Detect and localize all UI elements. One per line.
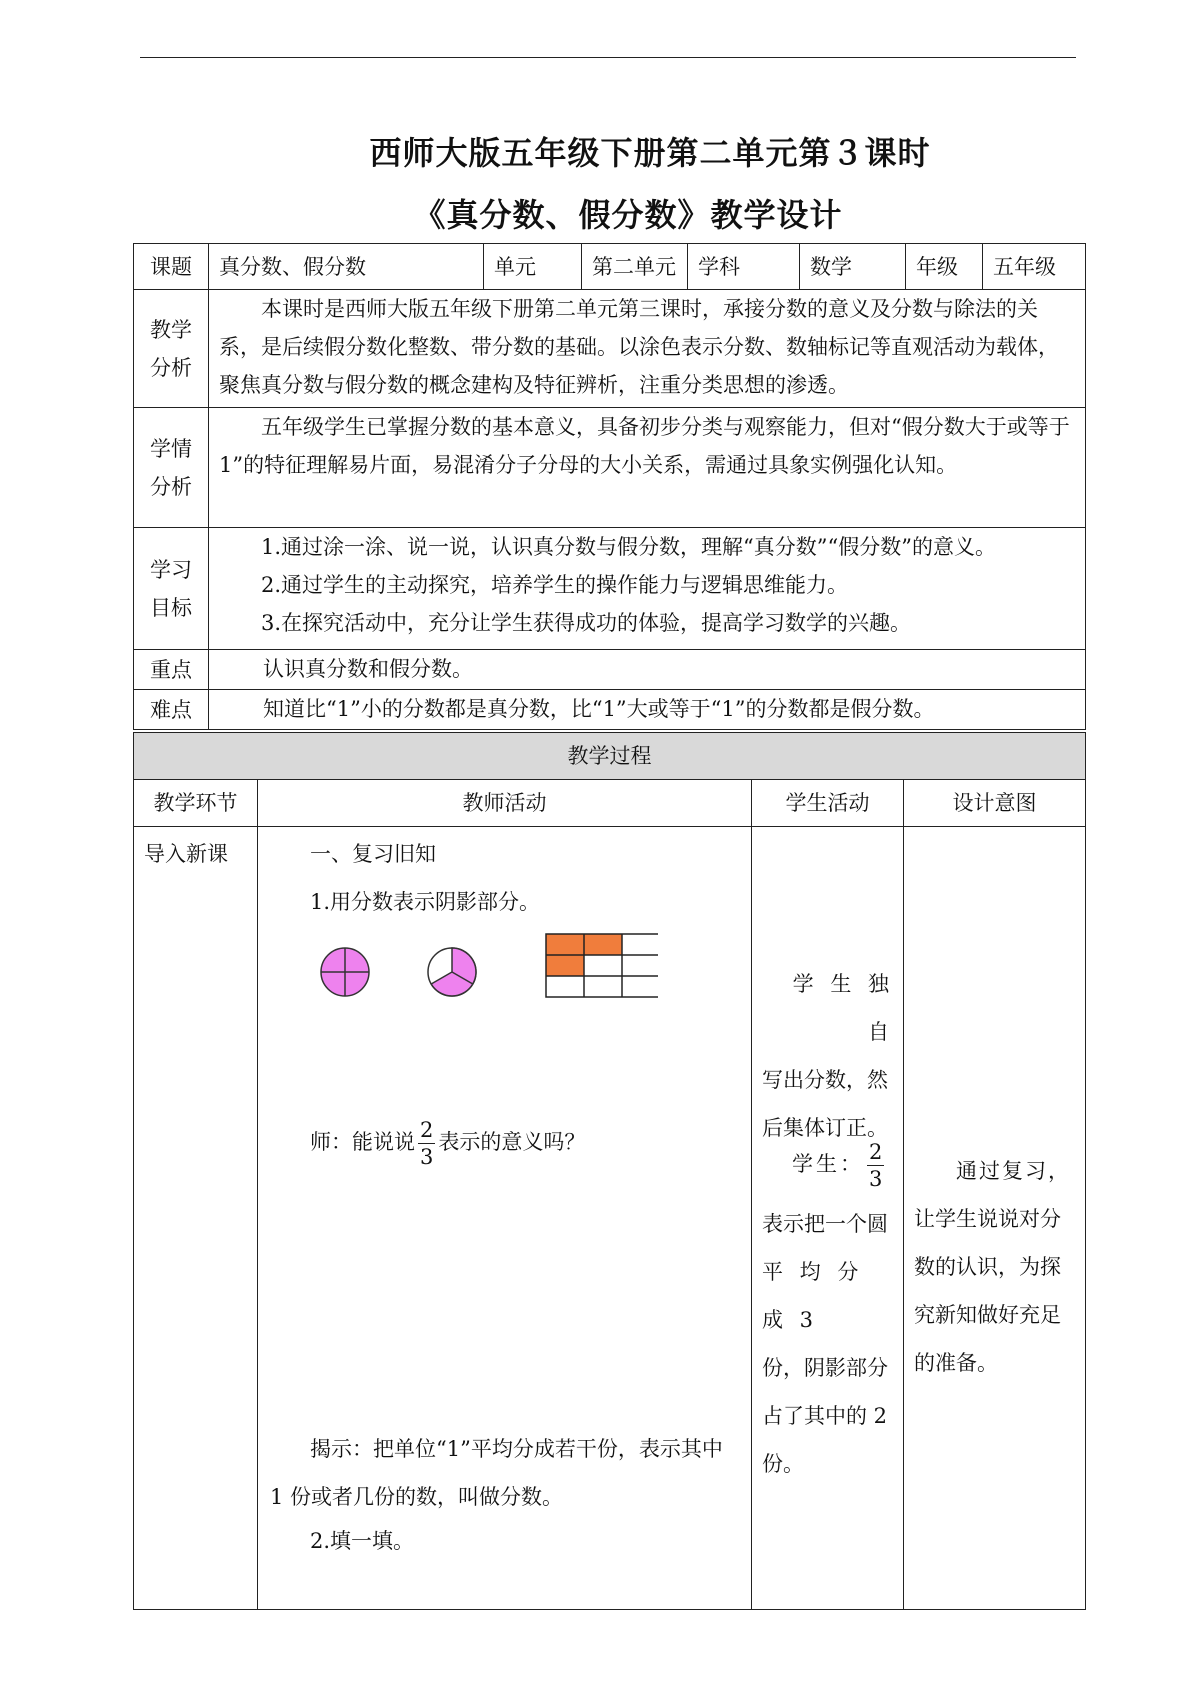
objectives-label-line1: 学习 xyxy=(150,557,192,582)
learner-cell xyxy=(209,408,1086,528)
student-line: 占了其中的 2 xyxy=(762,1404,888,1428)
objective-item: 1.通过涂一涂、说一说，认识真分数与假分数，理解“真分数”“假分数”的意义。 xyxy=(261,535,996,559)
intent-line: 的准备。 xyxy=(914,1351,998,1375)
intent-line: 让学生说说对分 xyxy=(914,1207,1061,1231)
student-answer-body xyxy=(762,1200,894,1488)
intent-line: 通过复习， xyxy=(956,1159,1071,1183)
student-line: 份，阴影部分 xyxy=(762,1356,888,1380)
circle-quarters-figure xyxy=(321,948,369,996)
student-activity-1 xyxy=(762,960,894,1152)
analysis-label-line2: 分析 xyxy=(150,355,192,380)
grid-figure xyxy=(546,934,658,997)
review-heading: 一、复习旧知 xyxy=(310,842,436,866)
question-prefix: 师：能说说 xyxy=(310,1130,415,1154)
objectives-cell xyxy=(209,528,1086,650)
teacher-question xyxy=(310,1117,585,1170)
analysis-cell xyxy=(209,290,1086,408)
student-answer-prefix: 学生： xyxy=(792,1152,864,1176)
lesson-info-table xyxy=(133,243,1086,730)
teacher-activity-cell xyxy=(258,827,752,1610)
header-rule xyxy=(140,57,1076,58)
page-subtitle: 《真分数、假分数》教学设计 xyxy=(413,196,843,234)
circle-thirds-figure xyxy=(428,948,476,996)
fraction-numerator: 2 xyxy=(420,1118,434,1142)
learner-text: 五年级学生已掌握分数的基本意义，具备初步分类与观察能力，但对“假分数大于或等于 1”的特征理解易片面，易混淆分子分母的大小关系，需通过具象实例强化认知。 xyxy=(219,415,1070,477)
stage-cell xyxy=(134,827,258,1610)
objectives-label xyxy=(134,528,209,650)
teaching-process-table xyxy=(133,732,1086,1610)
student-line: 表示把一个圆 xyxy=(762,1212,888,1236)
column-header: 教师活动 xyxy=(258,780,752,827)
difficulty-text: 知道比“1”小的分数都是真分数，比“1”大或等于“1”的分数都是假分数。 xyxy=(263,697,935,721)
subject-label: 学科 xyxy=(688,244,800,290)
fraction-denominator: 3 xyxy=(420,1145,434,1169)
design-intent-cell xyxy=(904,827,1086,1610)
intent-line: 究新知做好充足 xyxy=(914,1303,1061,1327)
grade-value: 五年级 xyxy=(983,244,1086,290)
fraction xyxy=(867,1139,884,1192)
column-header: 教学环节 xyxy=(134,780,258,827)
difficulty-label: 难点 xyxy=(134,690,209,730)
column-header: 学生活动 xyxy=(752,780,904,827)
key-point-text: 认识真分数和假分数。 xyxy=(263,657,473,681)
analysis-text: 本课时是西师大版五年级下册第二单元第三课时，承接分数的意义及分数与除法的关系，是后续假分数化整数、带分数的基础。以涂色表示分数、数轴标记等直观活动为载体，聚焦真分数与假分数的概念建构及特征辨析，注重分类思想的渗透。 xyxy=(219,297,1059,397)
grade-label: 年级 xyxy=(906,244,983,290)
question-1: 1.用分数表示阴影部分。 xyxy=(310,890,541,914)
learner-label-line1: 学情 xyxy=(150,436,192,461)
design-intent-text xyxy=(914,1147,1078,1387)
student-line: 写出分数，然 xyxy=(762,1068,888,1092)
subject-value: 数学 xyxy=(800,244,906,290)
difficulty-cell xyxy=(209,690,1086,730)
question-suffix: 表示的意义吗？ xyxy=(438,1130,586,1154)
objectives-label-line2: 目标 xyxy=(150,595,192,620)
student-activity-cell xyxy=(752,827,904,1610)
course-value: 真分数、假分数 xyxy=(209,244,484,290)
fraction-numerator: 2 xyxy=(869,1140,883,1164)
reveal-text: 揭示：把单位“1”平均分成若干份，表示其中 1 份或者几份的数，叫做分数。 xyxy=(270,1437,723,1509)
column-header: 设计意图 xyxy=(904,780,1086,827)
objective-item: 2.通过学生的主动探究，培养学生的操作能力与逻辑思维能力。 xyxy=(261,573,849,597)
stage-label: 导入新课 xyxy=(144,842,228,866)
analysis-label xyxy=(134,290,209,408)
course-label: 课题 xyxy=(134,244,209,290)
unit-value: 第二单元 xyxy=(582,244,688,290)
student-answer-head xyxy=(792,1139,887,1192)
intent-line: 数的认识，为探 xyxy=(914,1255,1061,1279)
unit-label: 单元 xyxy=(484,244,582,290)
process-header: 教学过程 xyxy=(134,733,1086,780)
key-point-label: 重点 xyxy=(134,650,209,690)
fraction-denominator: 3 xyxy=(869,1167,883,1191)
question-2: 2.填一填。 xyxy=(310,1529,415,1553)
analysis-label-line1: 教学 xyxy=(150,317,192,342)
student-line: 学 生 独 自 xyxy=(792,972,894,1044)
shaded-figures xyxy=(318,932,658,1022)
objective-item: 3.在探究活动中，充分让学生获得成功的体验，提高学习数学的兴趣。 xyxy=(261,611,912,635)
learner-label xyxy=(134,408,209,528)
key-point-cell xyxy=(209,650,1086,690)
student-line: 后集体订正。 xyxy=(762,1116,888,1140)
student-line: 平 均 分 成 3 xyxy=(762,1260,864,1332)
student-line: 份。 xyxy=(762,1452,804,1476)
fraction xyxy=(418,1117,435,1170)
page-title: 西师大版五年级下册第二单元第３课时 xyxy=(369,134,931,172)
learner-label-line2: 分析 xyxy=(150,474,192,499)
